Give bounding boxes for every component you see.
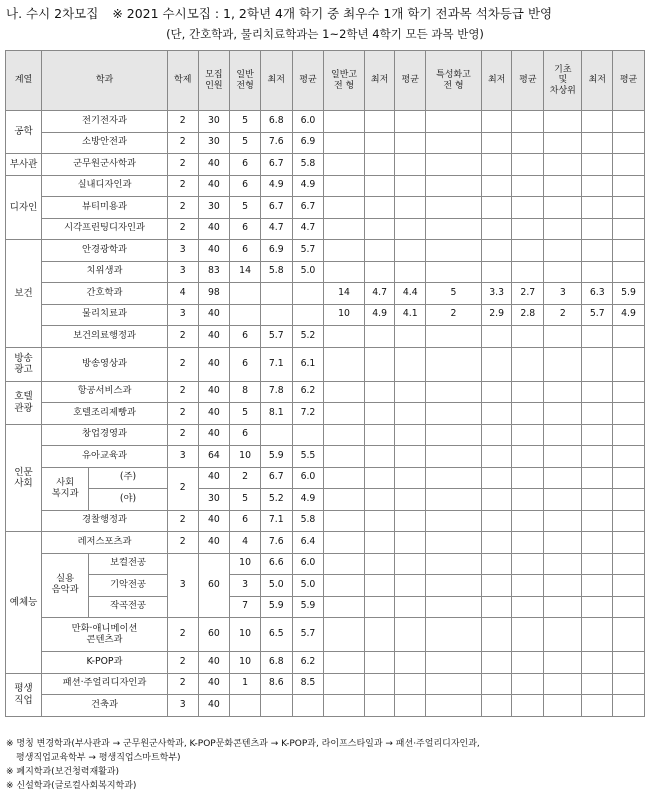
table-row <box>6 575 645 597</box>
min-cell: 6.7 <box>260 154 292 176</box>
title-left: 나. 수시 2차모집 <box>6 6 99 21</box>
general-cell: 10 <box>230 553 261 575</box>
years-cell: 2 <box>167 326 198 348</box>
dept-cell: 건축과 <box>42 695 168 717</box>
min-cell: 7.1 <box>260 347 292 381</box>
dept-cell: 실내디자인과 <box>42 175 168 197</box>
dept-cell: K-POP과 <box>42 652 168 674</box>
header-general: 일반 전형 <box>230 51 261 111</box>
avg-cell: 5.0 <box>292 261 324 283</box>
min-cell: 7.8 <box>260 381 292 403</box>
table-row <box>6 695 645 717</box>
special-count-cell: 5 <box>426 283 482 305</box>
general-cell: 14 <box>230 261 261 283</box>
min-cell: 5.9 <box>260 596 292 618</box>
min-cell: 5.7 <box>260 326 292 348</box>
capacity-cell: 83 <box>198 261 230 283</box>
min-cell: 6.7 <box>260 197 292 219</box>
category-cell: 호텔 관광 <box>6 381 42 424</box>
dept-cell: 항공서비스과 <box>42 381 168 403</box>
years-cell: 2 <box>167 532 198 554</box>
table-row <box>6 673 645 695</box>
general-cell: 5 <box>230 197 261 219</box>
table-row <box>6 596 645 618</box>
category-cell: 보건 <box>6 240 42 348</box>
special-min-cell: 3.3 <box>481 283 512 305</box>
footnotes <box>6 738 480 794</box>
dept-cell: 패션·주얼리디자인과 <box>42 673 168 695</box>
table-row <box>6 403 645 425</box>
subgroup-cell: 실용 음악과 <box>42 553 89 618</box>
avg-cell: 6.0 <box>292 467 324 489</box>
general-cell: 10 <box>230 618 261 652</box>
capacity-cell: 30 <box>198 489 230 511</box>
capacity-cell: 40 <box>198 652 230 674</box>
avg-cell: 7.2 <box>292 403 324 425</box>
basic-min-cell: 5.7 <box>582 304 613 326</box>
admission-grade-table <box>5 50 645 717</box>
years-cell: 2 <box>167 403 198 425</box>
capacity-cell: 40 <box>198 175 230 197</box>
general-cell: 10 <box>230 446 261 468</box>
ghs-avg-cell: 4.4 <box>395 283 426 305</box>
table-row <box>6 424 645 446</box>
basic-min-cell: 6.3 <box>582 283 613 305</box>
years-cell: 2 <box>167 652 198 674</box>
dept-cell: (주) <box>89 467 168 489</box>
subgroup-cell: 사회 복지과 <box>42 467 89 510</box>
general-cell: 6 <box>230 424 261 446</box>
years-cell: 3 <box>167 553 198 618</box>
general-cell: 5 <box>230 403 261 425</box>
avg-cell: 5.8 <box>292 154 324 176</box>
min-cell: 4.9 <box>260 175 292 197</box>
general-cell: 3 <box>230 575 261 597</box>
category-cell: 인문 사회 <box>6 424 42 532</box>
note-new: ※ 신설학과(글로컬사회복지학과) <box>6 780 137 791</box>
dept-cell: 보컬전공 <box>89 553 168 575</box>
dept-cell: 레저스포츠과 <box>42 532 168 554</box>
years-cell: 2 <box>167 467 198 510</box>
years-cell: 2 <box>167 618 198 652</box>
avg-cell: 6.7 <box>292 197 324 219</box>
dept-cell: 안경광학과 <box>42 240 168 262</box>
capacity-cell: 40 <box>198 510 230 532</box>
years-cell: 4 <box>167 283 198 305</box>
avg-cell: 5.7 <box>292 240 324 262</box>
min-cell: 7.6 <box>260 532 292 554</box>
note-abolished: ※ 폐지학과(보건청력재활과) <box>6 766 120 777</box>
general-cell: 1 <box>230 673 261 695</box>
avg-cell: 6.0 <box>292 553 324 575</box>
page-subtitle: (단, 간호학과, 물리치료학과는 1~2학년 4학기 모든 과목 반영) <box>166 27 484 41</box>
capacity-cell: 30 <box>198 111 230 133</box>
general-cell: 5 <box>230 111 261 133</box>
capacity-cell: 40 <box>198 424 230 446</box>
note-renamed: ※ 명칭 변경학과(부사관과 → 군무원군사학과, K-POP문화콘텐츠과 → K-POP과, 라이프스타일과 → 패션·주얼리디자인과, <box>6 739 480 749</box>
header-dept: 학과 <box>42 51 168 111</box>
avg-cell: 8.5 <box>292 673 324 695</box>
table-row <box>6 510 645 532</box>
basic-count-cell: 3 <box>544 283 582 305</box>
header-capacity: 모집 인원 <box>198 51 230 111</box>
dept-cell: 보건의료행정과 <box>42 326 168 348</box>
header-basic-min: 최저 <box>582 51 613 111</box>
table-row <box>6 489 645 511</box>
table-row <box>6 381 645 403</box>
capacity-cell: 60 <box>198 618 230 652</box>
header-special-min: 최저 <box>481 51 512 111</box>
table-row <box>6 532 645 554</box>
category-cell: 예체능 <box>6 532 42 674</box>
avg-cell: 6.9 <box>292 132 324 154</box>
header-basic-avg: 평균 <box>613 51 645 111</box>
capacity-cell: 64 <box>198 446 230 468</box>
dept-cell: 방송영상과 <box>42 347 168 381</box>
dept-cell: 전기전자과 <box>42 111 168 133</box>
min-cell: 8.6 <box>260 673 292 695</box>
dept-cell: 소방안전과 <box>42 132 168 154</box>
avg-cell: 6.0 <box>292 111 324 133</box>
dept-cell: 경찰행정과 <box>42 510 168 532</box>
header-min: 최저 <box>260 51 292 111</box>
dept-cell: 만화·애니메이션 콘텐츠과 <box>42 618 168 652</box>
avg-cell: 4.9 <box>292 175 324 197</box>
table-row <box>6 154 645 176</box>
general-cell: 8 <box>230 381 261 403</box>
capacity-cell: 60 <box>198 553 230 618</box>
special-avg-cell: 2.8 <box>512 304 544 326</box>
general-cell: 6 <box>230 347 261 381</box>
capacity-cell: 30 <box>198 132 230 154</box>
category-cell: 평생 직업 <box>6 673 42 716</box>
min-cell: 6.5 <box>260 618 292 652</box>
min-cell: 6.9 <box>260 240 292 262</box>
table-row <box>6 261 645 283</box>
general-cell: 6 <box>230 510 261 532</box>
header-basic: 기초 및 차상위 <box>544 51 582 111</box>
basic-avg-cell: 4.9 <box>613 304 645 326</box>
avg-cell: 5.5 <box>292 446 324 468</box>
category-cell: 공학 <box>6 111 42 154</box>
dept-cell: 군무원군사학과 <box>42 154 168 176</box>
title-right: ※ 2021 수시모집 : 1, 2학년 4개 학기 중 최우수 1개 학기 전과목 석차등급 반영 <box>112 6 553 21</box>
dept-cell: 시각프린팅디자인과 <box>42 218 168 240</box>
general-cell: 2 <box>230 467 261 489</box>
general-cell: 5 <box>230 132 261 154</box>
ghs-avg-cell: 4.1 <box>395 304 426 326</box>
special-avg-cell: 2.7 <box>512 283 544 305</box>
general-cell: 6 <box>230 218 261 240</box>
dept-cell: 치위생과 <box>42 261 168 283</box>
table-row <box>6 218 645 240</box>
avg-cell: 4.7 <box>292 218 324 240</box>
years-cell: 2 <box>167 132 198 154</box>
years-cell: 3 <box>167 446 198 468</box>
min-cell: 7.1 <box>260 510 292 532</box>
years-cell: 2 <box>167 218 198 240</box>
min-cell: 5.8 <box>260 261 292 283</box>
header-avg: 평균 <box>292 51 324 111</box>
avg-cell: 5.0 <box>292 575 324 597</box>
capacity-cell: 40 <box>198 347 230 381</box>
capacity-cell: 40 <box>198 326 230 348</box>
capacity-cell: 40 <box>198 532 230 554</box>
min-cell: 4.7 <box>260 218 292 240</box>
min-cell: 5.0 <box>260 575 292 597</box>
min-cell: 7.6 <box>260 132 292 154</box>
general-cell: 10 <box>230 652 261 674</box>
header-category: 계열 <box>6 51 42 111</box>
dept-cell: 물리치료과 <box>42 304 168 326</box>
dept-cell: 작곡전공 <box>89 596 168 618</box>
years-cell: 2 <box>167 510 198 532</box>
note-renamed-cont: 평생직업교육학부 → 평생직업스마트학부) <box>16 752 181 763</box>
general-cell: 6 <box>230 240 261 262</box>
basic-avg-cell: 5.9 <box>613 283 645 305</box>
ghs-count-cell: 10 <box>324 304 364 326</box>
table-row <box>6 111 645 133</box>
avg-cell: 6.2 <box>292 652 324 674</box>
avg-cell: 6.1 <box>292 347 324 381</box>
capacity-cell: 40 <box>198 218 230 240</box>
category-cell: 방송 광고 <box>6 347 42 381</box>
capacity-cell: 98 <box>198 283 230 305</box>
capacity-cell: 30 <box>198 197 230 219</box>
capacity-cell: 40 <box>198 695 230 717</box>
dept-cell: 유아교육과 <box>42 446 168 468</box>
avg-cell: 6.2 <box>292 381 324 403</box>
table-row <box>6 283 645 305</box>
dept-cell: 간호학과 <box>42 283 168 305</box>
dept-cell: (야) <box>89 489 168 511</box>
years-cell: 3 <box>167 240 198 262</box>
capacity-cell: 40 <box>198 673 230 695</box>
general-cell: 6 <box>230 175 261 197</box>
general-cell: 6 <box>230 154 261 176</box>
years-cell: 3 <box>167 261 198 283</box>
special-count-cell: 2 <box>426 304 482 326</box>
table-row <box>6 652 645 674</box>
table-row <box>6 347 645 381</box>
general-cell: 5 <box>230 489 261 511</box>
table-row <box>6 197 645 219</box>
years-cell: 2 <box>167 424 198 446</box>
years-cell: 3 <box>167 304 198 326</box>
avg-cell: 5.7 <box>292 618 324 652</box>
general-cell: 7 <box>230 596 261 618</box>
table-row <box>6 326 645 348</box>
years-cell: 2 <box>167 347 198 381</box>
table-row <box>6 553 645 575</box>
capacity-cell: 40 <box>198 304 230 326</box>
table-row <box>6 304 645 326</box>
ghs-count-cell: 14 <box>324 283 364 305</box>
dept-cell: 창업경영과 <box>42 424 168 446</box>
dept-cell: 뷰티미용과 <box>42 197 168 219</box>
years-cell: 2 <box>167 175 198 197</box>
years-cell: 2 <box>167 197 198 219</box>
table-row <box>6 175 645 197</box>
header-special-avg: 평균 <box>512 51 544 111</box>
header-special: 특성화고 전 형 <box>426 51 482 111</box>
category-cell: 디자인 <box>6 175 42 240</box>
dept-cell: 호텔조리제빵과 <box>42 403 168 425</box>
avg-cell: 5.9 <box>292 596 324 618</box>
capacity-cell: 40 <box>198 381 230 403</box>
table-row <box>6 240 645 262</box>
min-cell: 6.8 <box>260 652 292 674</box>
years-cell: 3 <box>167 695 198 717</box>
years-cell: 2 <box>167 154 198 176</box>
header-ghs: 일반고 전 형 <box>324 51 364 111</box>
min-cell: 6.6 <box>260 553 292 575</box>
avg-cell: 4.9 <box>292 489 324 511</box>
avg-cell: 5.8 <box>292 510 324 532</box>
years-cell: 2 <box>167 381 198 403</box>
capacity-cell: 40 <box>198 467 230 489</box>
avg-cell: 6.4 <box>292 532 324 554</box>
avg-cell: 5.2 <box>292 326 324 348</box>
header-row <box>6 51 645 111</box>
table-row <box>6 618 645 652</box>
years-cell: 2 <box>167 111 198 133</box>
header-ghs-min: 최저 <box>364 51 395 111</box>
min-cell: 5.2 <box>260 489 292 511</box>
capacity-cell: 40 <box>198 403 230 425</box>
table-row <box>6 446 645 468</box>
ghs-min-cell: 4.7 <box>364 283 395 305</box>
years-cell: 2 <box>167 673 198 695</box>
basic-count-cell: 2 <box>544 304 582 326</box>
general-cell: 6 <box>230 326 261 348</box>
dept-cell: 기악전공 <box>89 575 168 597</box>
special-min-cell: 2.9 <box>481 304 512 326</box>
capacity-cell: 40 <box>198 154 230 176</box>
page-title <box>6 4 552 22</box>
table-row <box>6 132 645 154</box>
capacity-cell: 40 <box>198 240 230 262</box>
min-cell: 8.1 <box>260 403 292 425</box>
general-cell: 4 <box>230 532 261 554</box>
category-cell: 부사관 <box>6 154 42 176</box>
min-cell: 5.9 <box>260 446 292 468</box>
min-cell: 6.7 <box>260 467 292 489</box>
header-years: 학제 <box>167 51 198 111</box>
table-row <box>6 467 645 489</box>
header-ghs-avg: 평균 <box>395 51 426 111</box>
min-cell: 6.8 <box>260 111 292 133</box>
ghs-min-cell: 4.9 <box>364 304 395 326</box>
